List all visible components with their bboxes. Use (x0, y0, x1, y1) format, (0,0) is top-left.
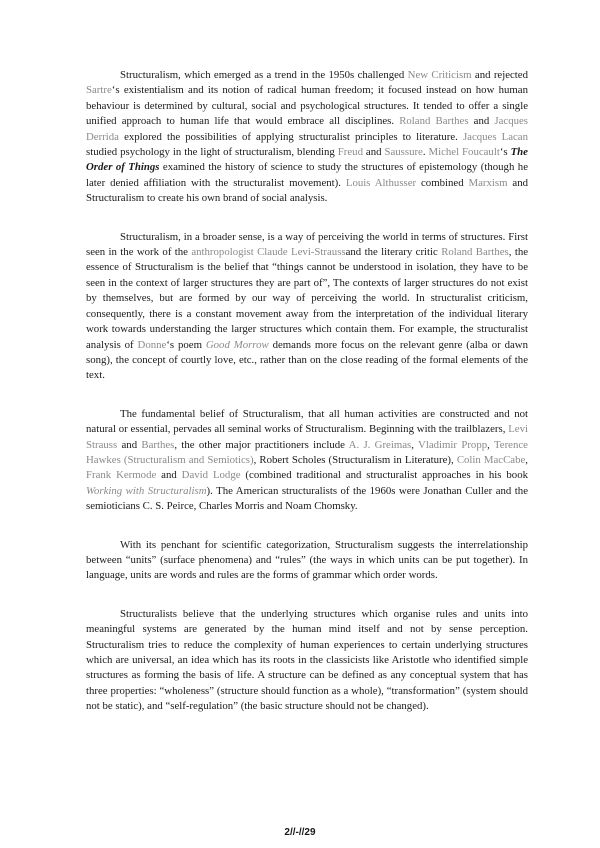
reference-link[interactable]: Colin MacCabe (456, 453, 526, 466)
reference-link[interactable]: Jacques Derrida (86, 115, 528, 143)
text-run: examined the history of science to study the structures of epistemology (though he later denied affiliation with the structuralist movement). (86, 161, 528, 189)
text-run: explored the possibilities of applying structuralist principles to literature. (118, 130, 463, 143)
reference-link[interactable]: A. J. Greimas (348, 438, 412, 451)
reference-link[interactable]: Working with Structuralism (86, 484, 207, 497)
reference-link[interactable]: Roland Barthes (441, 246, 509, 259)
reference-link[interactable]: anthropologist Claude Levi-Strauss (191, 246, 346, 259)
reference-link[interactable]: Vladimir Propp (418, 438, 488, 451)
reference-link[interactable]: Barthes (141, 438, 175, 451)
text-run: and (156, 469, 182, 482)
reference-link[interactable]: Good Morrow (205, 338, 269, 351)
text-run: , the other major practitioners include (174, 438, 349, 451)
paragraph (86, 230, 528, 384)
text-run: and the literary critic (345, 246, 442, 259)
paragraph (86, 607, 528, 715)
reference-link[interactable]: Levi Strauss (86, 423, 528, 451)
paragraph (86, 538, 528, 584)
page-number: 2//-//29 (284, 827, 316, 838)
text-run: The fundamental belief of Structuralism, that all human activities are constructed and not natural or essential, pervades all seminal works of Structuralism. Beginning with the trailblazers, (86, 407, 528, 436)
text-run: Structuralists believe that the underlying structures which organise rules and units into meaningful systems are generated by the human mind itself and not by sense perception. Structuralism tries to reduce the complexity of human experiences to certain underlying structures which are universal, an idea which has its roots in the classicists like Aristotle who identified simple structures as forming the basis of life. A structure can be defined as any conceptual system that has three properties: “wholeness” (structure should function as a whole), “transformation” (system should not be static), and “self-regulation” (the basic structure should not be changed). (86, 607, 528, 713)
text-run: and (117, 438, 142, 451)
reference-link[interactable]: Sartre (86, 84, 112, 97)
text-run: ‘s existentialism and its notion of radical human freedom; it focused instead on how human behaviour is determined by cultural, social and psychological structures. It tended to offer a single unified approach to human life that would embrace all disciplines. (86, 84, 528, 128)
paragraph (86, 68, 528, 207)
text-run: demands more focus on the relevant genre (alba or dawn song), the concept of courtly love, etc., rather than on the close reading of the formal elements of the text. (86, 338, 529, 382)
text-run: , (487, 438, 494, 451)
reference-link[interactable]: Donne (137, 338, 167, 351)
reference-link[interactable]: Freud (337, 146, 363, 159)
text-run: ‘s (499, 146, 511, 159)
text-run: With its penchant for scientific categorization, Structuralism suggests the interrelationship between “units” (surface phenomena) and “rules” (the ways in which units can be put together). In language, units are words and rules are the forms of grammar which order words. (86, 538, 528, 582)
reference-link[interactable]: Jacques Lacan (462, 130, 529, 143)
reference-link[interactable]: Marxism (468, 176, 508, 189)
text-run: (combined traditional and structuralist approaches in his book (240, 469, 528, 482)
text-run: ). The American structuralists of the 1960s were Jonathan Culler and the semioticians C. S. Peirce, Charles Morris and Noam Chomsky. (86, 484, 528, 513)
reference-link[interactable]: Frank Kermode (86, 469, 157, 482)
text-run: , (525, 453, 528, 466)
text-run: Structuralism, in a broader sense, is a way of perceiving the world in terms of structures. First seen in the work of the (86, 230, 528, 259)
text-run: , Robert Scholes (Structuralism in Literature), (253, 453, 457, 466)
text-run: ‘s poem (166, 338, 206, 351)
text-run: Structuralism, which emerged as a trend in the 1950s challenged (120, 69, 408, 81)
text-run: combined (416, 176, 469, 189)
paragraph (86, 407, 528, 515)
reference-link[interactable]: Michel Foucault (428, 146, 500, 159)
text-run: , the essence of Structuralism is the belief that “things cannot be understood in isolation, they have to be seen in the context of larger structures they are part of”, The contexts of larger structures do not exist by themselves, but are formed by our way of perceiving the world. In structuralist criticism, consequently, there is a constant movement away from the interpretation of the individual literary work towards understanding the larger structures which contain them. For example, the structuralist analysis of (86, 246, 529, 351)
text-run: , (411, 438, 419, 451)
text-run: studied psychology in the light of structuralism, blending (86, 146, 338, 159)
emphasis-text: The Order of Things (86, 146, 528, 174)
text-run: and (362, 146, 385, 159)
reference-link[interactable]: Louis Althusser (345, 176, 417, 189)
document-body (86, 68, 528, 738)
reference-link[interactable]: David Lodge (181, 469, 241, 482)
reference-link[interactable]: Terence Hawkes (Structuralism and Semiotics) (86, 438, 528, 466)
reference-link[interactable]: Roland Barthes (399, 115, 469, 128)
text-run: and rejected (471, 69, 528, 81)
text-run: and (468, 115, 495, 128)
reference-link[interactable]: New Criticism (407, 69, 472, 81)
text-run: . (422, 146, 429, 159)
text-run: and Structuralism to create his own brand of social analysis. (86, 176, 528, 205)
reference-link[interactable]: Saussure (384, 146, 423, 159)
